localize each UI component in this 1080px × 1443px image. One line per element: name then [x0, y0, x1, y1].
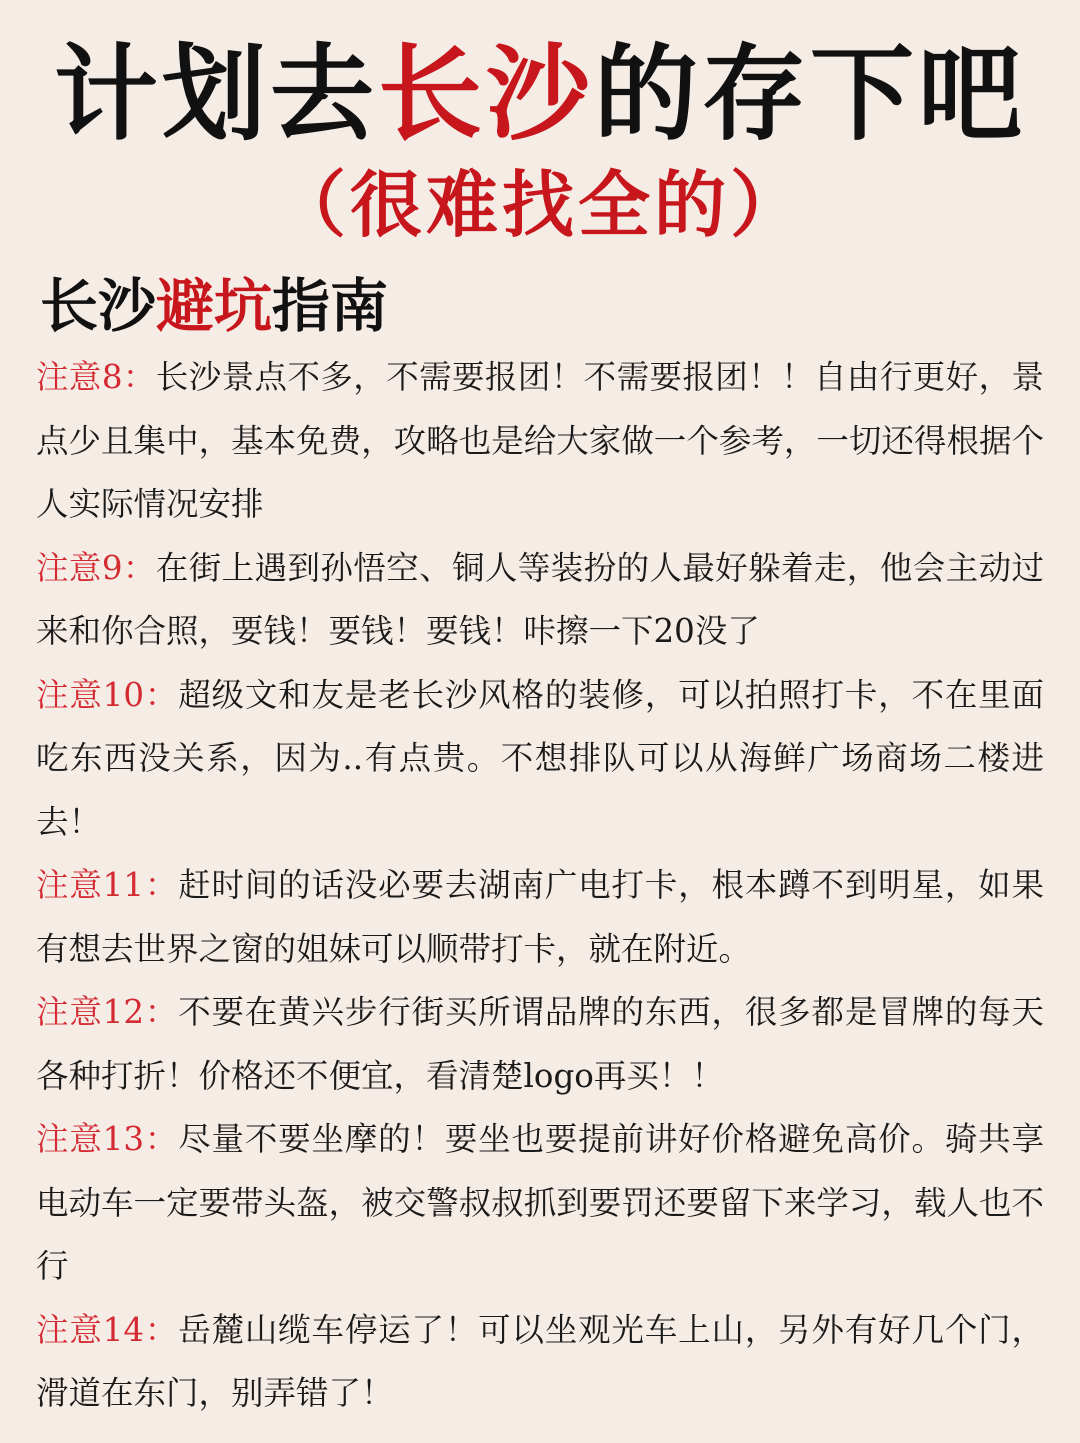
- note-text: 在街上遇到孙悟空、铜人等装扮的人最好躲着走，他会主动过来和你合照，要钱！要钱！要钱！咔擦一下20没了: [36, 548, 1044, 650]
- subtitle-close-paren: ）: [730, 163, 807, 247]
- title-highlight-changsha: 长沙: [377, 33, 594, 155]
- title-part-3: 的存下吧: [594, 33, 1027, 155]
- section-heading-part-1: 长沙: [40, 272, 157, 340]
- note-item: [36, 981, 1044, 1108]
- note-item: [36, 346, 1044, 537]
- note-item: [36, 537, 1044, 664]
- subtitle: [0, 162, 1080, 248]
- note-text: 长沙景点不多，不需要报团！不需要报团！！自由行更好，景点少且集中，基本免费，攻略也是给大家做一个参考，一切还得根据个人实际情况安排: [36, 358, 1044, 523]
- note-text: 超级文和友是老长沙风格的装修，可以拍照打卡，不在里面吃东西没关系，因为..有点贵。不想排队可以从海鲜广场商场二楼进去！: [36, 675, 1044, 841]
- subtitle-text: 很难找全的: [349, 163, 730, 247]
- note-text: 尽量不要坐摩的！要坐也要提前讲好价格避免高价。骑共享电动车一定要带头盔，被交警叔叔抓到要罚还要留下来学习，载人也不行: [36, 1120, 1044, 1285]
- note-label: 注意10：: [36, 675, 179, 714]
- note-item: [36, 664, 1044, 855]
- note-label: 注意8：: [36, 358, 156, 396]
- note-label: 注意11：: [36, 866, 179, 904]
- subtitle-open-paren: （: [273, 163, 350, 247]
- note-item: [36, 1299, 1044, 1426]
- note-label: 注意9：: [36, 548, 156, 587]
- note-text: 岳麓山缆车停运了！可以坐观光车上山，另外有好几个门，滑道在东门，别弄错了！: [36, 1310, 1044, 1412]
- note-label: 注意14：: [36, 1310, 179, 1349]
- note-label: 注意13：: [36, 1120, 179, 1158]
- note-text: 赶时间的话没必要去湖南广电打卡，根本蹲不到明星，如果有想去世界之窗的姐妹可以顺带打卡，就在附近。: [36, 866, 1044, 968]
- section-heading-part-3: 指南: [272, 272, 389, 340]
- notes-list: [36, 346, 1044, 1426]
- note-label: 注意12：: [36, 993, 179, 1031]
- page-title: [0, 32, 1080, 156]
- section-heading: [40, 270, 388, 342]
- note-text: 不要在黄兴步行街买所谓品牌的东西，很多都是冒牌的每天各种打折！价格还不便宜，看清楚logo再买！！: [36, 993, 1044, 1095]
- title-part-1: 计划去: [53, 33, 378, 155]
- section-heading-highlight: 避坑: [156, 272, 273, 340]
- note-item: [36, 854, 1044, 981]
- note-item: [36, 1108, 1044, 1299]
